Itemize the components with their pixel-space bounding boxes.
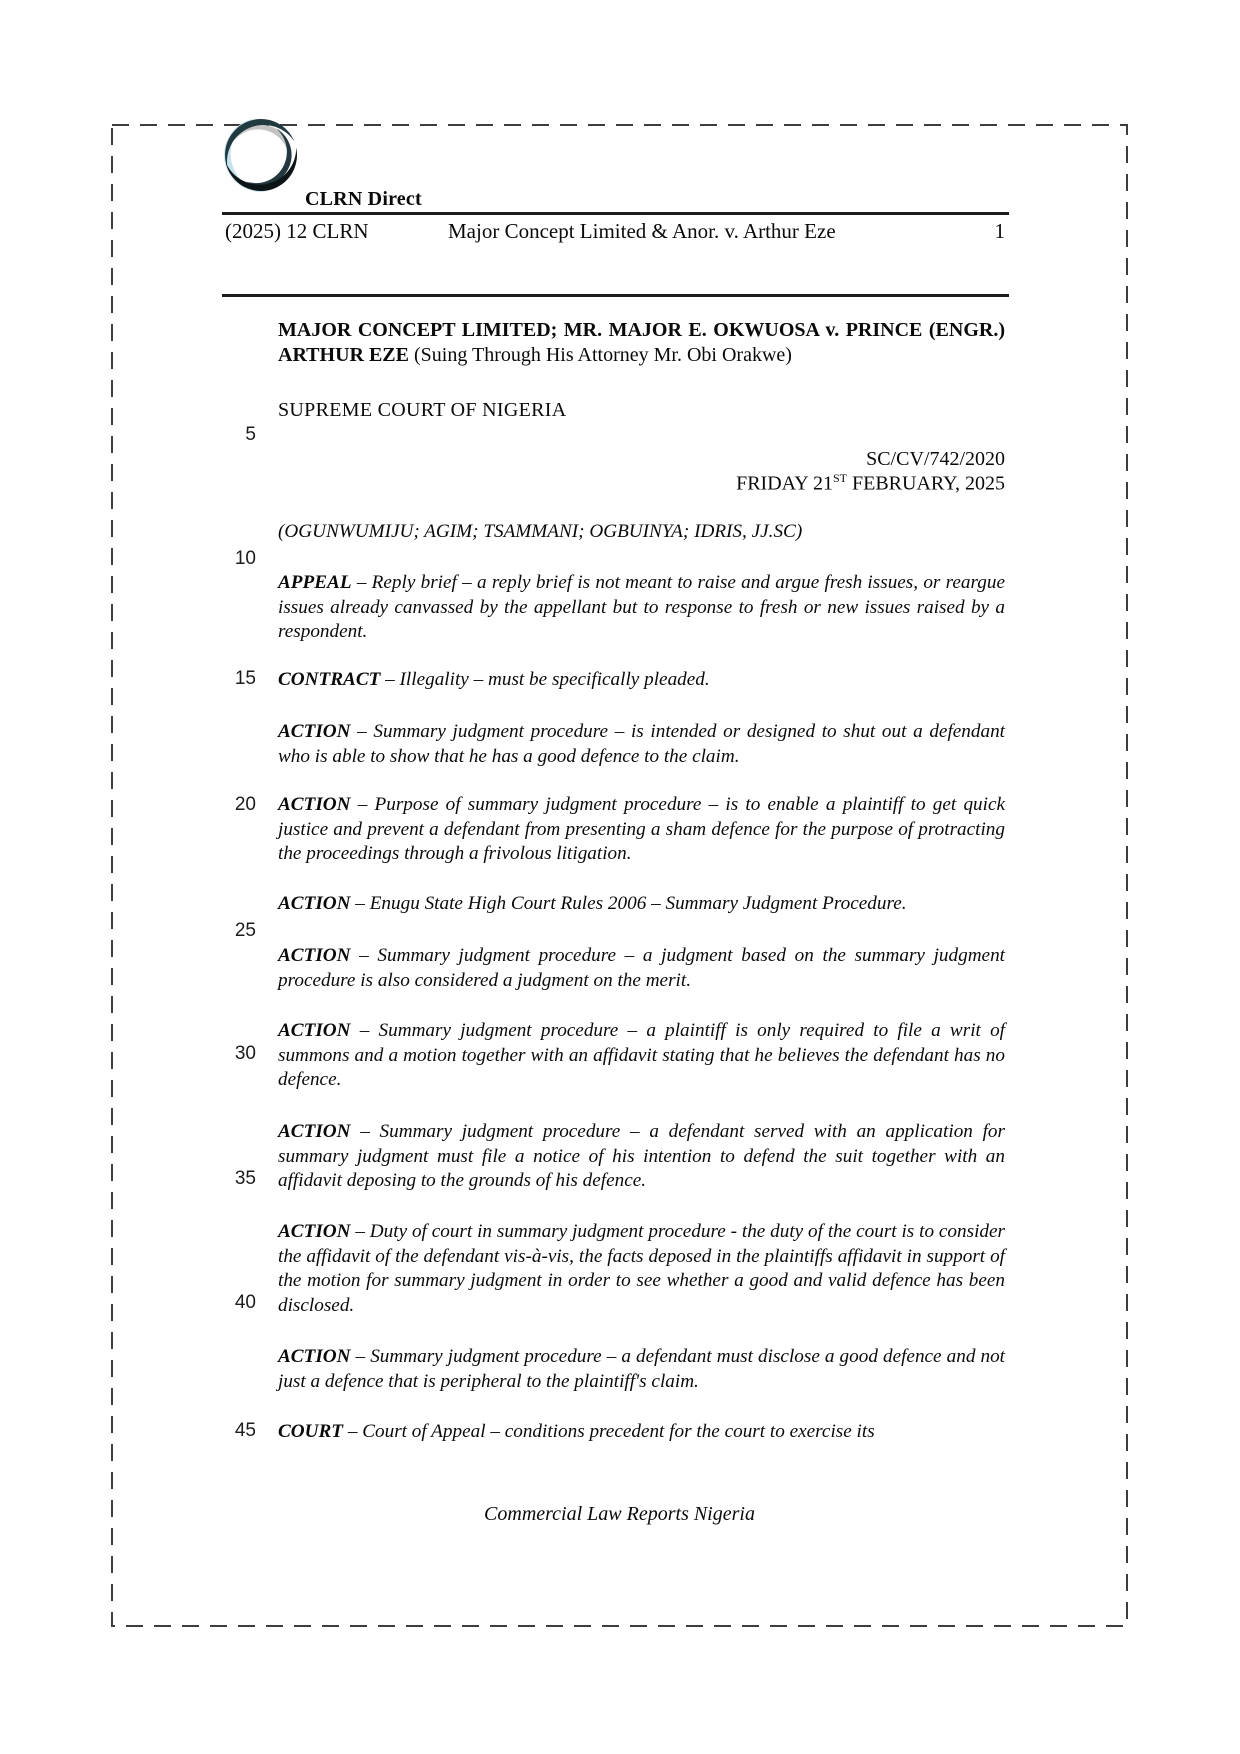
headnote-text: – Court of Appeal – conditions precedent for the court to exercise its [343, 1421, 875, 1442]
headnote-action-8 [278, 1345, 1005, 1394]
headnote-court [278, 1420, 1005, 1445]
headnote-lead: CONTRACT [278, 669, 381, 690]
case-title-line2-bold: ARTHUR EZE [278, 344, 409, 366]
hearing-date-post: FEBRUARY, 2025 [846, 472, 1005, 495]
hearing-date-pre: FRIDAY 21 [736, 472, 833, 495]
headnote-action-7 [278, 1220, 1005, 1319]
headnote-lead: APPEAL [278, 572, 352, 593]
margin-line-number-30: 30 [234, 1043, 256, 1064]
suit-number: SC/CV/742/2020 [866, 448, 1005, 470]
headnote-text: – Purpose of summary judgment procedure – is to enable a plaintiff to get quick justice and prevent a defendant from presenting a sham defence for the purpose of protracting the proceedings through a frivolous litigation. [278, 794, 1005, 865]
case-title-line2 [278, 343, 1005, 368]
header-running-title: Major Concept Limited & Anor. v. Arthur Eze [448, 219, 836, 243]
headnote-lead: ACTION [278, 794, 351, 815]
headnote-text: – Enugu State High Court Rules 2006 – Summary Judgment Procedure. [350, 893, 907, 914]
headnote-text: – Illegality – must be specifically pleaded. [380, 669, 710, 690]
header-citation: (2025) 12 CLRN [225, 219, 369, 243]
headnote-action-2 [278, 793, 1005, 867]
judges-line: (OGUNWUMIJU; AGIM; TSAMMANI; OGBUINYA; IDRIS, JJ.SC) [278, 521, 803, 542]
hearing-date-ordinal: ST [832, 471, 847, 485]
case-title [278, 318, 1005, 368]
margin-line-number-15: 15 [234, 668, 256, 689]
headnote-text: – Summary judgment procedure – a plaintiff is only required to file a writ of summons and a motion together with an affidavit stating that he believes the defendant has no defence. [278, 1020, 1005, 1091]
headnote-lead: COURT [278, 1421, 344, 1442]
headnote-lead: ACTION [278, 1221, 351, 1242]
headnote-action-5 [278, 1019, 1005, 1093]
brand-rule [222, 212, 1009, 215]
headnote-lead: ACTION [278, 1020, 351, 1041]
margin-line-number-5: 5 [245, 424, 256, 445]
header-rule [222, 294, 1009, 297]
footer-text: Commercial Law Reports Nigeria [484, 1503, 755, 1525]
margin-line-number-25: 25 [234, 920, 256, 941]
headnote-action-6 [278, 1120, 1005, 1194]
headnote-text: – Summary judgment procedure – a judgment based on the summary judgment procedure is also considered a judgment on the merit. [278, 945, 1005, 991]
clrn-logo-icon [216, 110, 306, 200]
headnote-text: – Summary judgment procedure – is intended or designed to shut out a defendant who is able to show that he has a good defence to the claim. [278, 721, 1005, 767]
headnote-action-4 [278, 944, 1005, 993]
headnote-action-3 [278, 892, 1005, 917]
margin-line-number-35: 35 [234, 1168, 256, 1189]
margin-line-number-45: 45 [234, 1420, 256, 1441]
headnote-lead: ACTION [278, 721, 351, 742]
headnote-lead: ACTION [278, 1121, 351, 1142]
headnote-text: – Summary judgment procedure – a defendant must disclose a good defence and not just a defence that is peripheral to the plaintiff's claim. [278, 1346, 1005, 1392]
headnote-lead: ACTION [278, 893, 351, 914]
headnote-contract [278, 668, 1005, 693]
headnote-action-1 [278, 720, 1005, 769]
headnote-text: – Summary judgment procedure – a defendant served with an application for summary judgment must file a notice of his intention to defend the suit together with an affidavit deposing to the grounds of his defence. [278, 1121, 1005, 1192]
case-title-line2-rest: (Suing Through His Attorney Mr. Obi Orakwe) [409, 344, 792, 366]
margin-line-number-40: 40 [234, 1292, 256, 1313]
headnote-lead: ACTION [278, 945, 351, 966]
case-title-line1: MAJOR CONCEPT LIMITED; MR. MAJOR E. OKWUOSA v. PRINCE (ENGR.) [278, 319, 1005, 341]
headnote-text: – Reply brief – a reply brief is not meant to raise and argue fresh issues, or reargue issues already canvassed by the appellant but to response to fresh or new issues raised by a respondent. [278, 572, 1005, 643]
headnote-lead: ACTION [278, 1346, 351, 1367]
headnote-appeal [278, 571, 1005, 645]
header-page-number: 1 [994, 219, 1005, 243]
court-name: SUPREME COURT OF NIGERIA [278, 399, 567, 421]
hearing-date [736, 471, 1005, 496]
margin-line-number-10: 10 [234, 548, 256, 569]
brand-title: CLRN Direct [305, 188, 422, 210]
headnote-text: – Duty of court in summary judgment procedure - the duty of the court is to consider the affidavit of the defendant vis-à-vis, the facts deposed in the plaintiffs affidavit in support of the motion for summary judgment in order to see whether a good and valid defence has been disclosed. [278, 1221, 1005, 1317]
margin-line-number-20: 20 [234, 794, 256, 815]
